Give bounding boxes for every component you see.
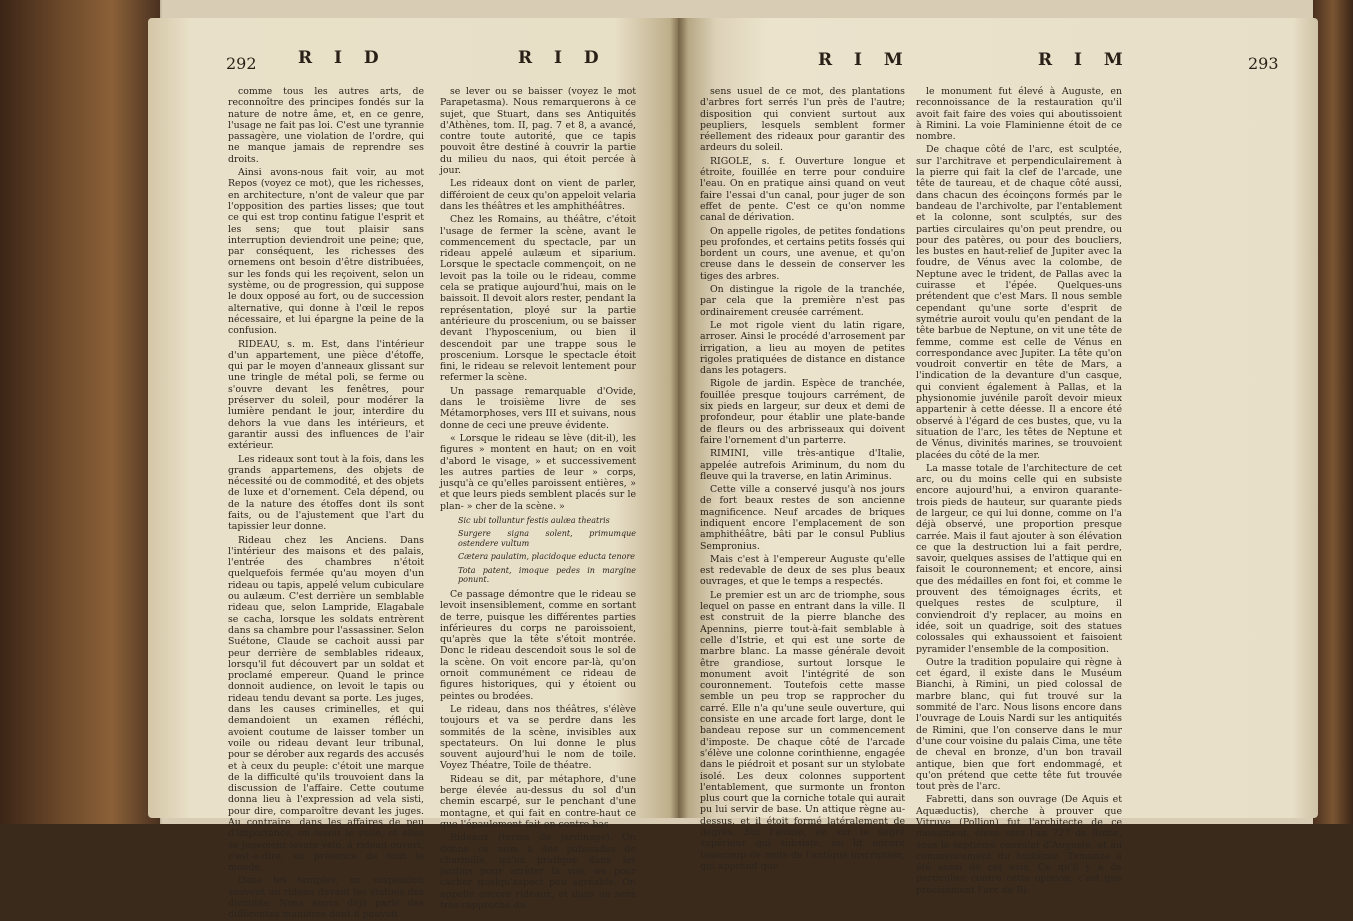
- left-page-column-1: [228, 86, 424, 921]
- latin-verse: Surgere signa solent, primumque ostendere vultum: [458, 529, 636, 548]
- latin-verse: Sic ubi tolluntur festis aulæa theatris: [458, 515, 610, 525]
- paragraph: Le mot rigole vient du latin rigare, arroser. Ainsi le procédé d'arrosement par irrigation, a lieu au moyen de petites rigoles pratiquées de distance en distance dans les potagers.: [700, 319, 905, 377]
- paragraph: De chaque côté de l'arc, est sculptée, sur l'architrave et perpendiculairement à la pierre qui fait la clef de l'arcade, une tête de taureau, et de chaque côté aussi, dans chacun des écoinçons formés par le bandeau de l'archivolte, par l'entablement et la colonne, sont sculptés, sur des parties circulaires qu'on peut prendre, ou pour des patères, ou pour des boucliers, les bustes en haut-relief de Jupiter avec la foudre, de Vénus avec la colombe, de Neptune avec le trident, de Pallas avec la cuirasse et l'épée. Quelques-uns prétendent que c'est Mars. Il nous semble cependant qu'une sorte d'esprit de symétrie auroit voulu qu'en pendant de la tête barbue de Neptune, on vit une tête de femme, comme est celle de Vénus en correspondance avec Jupiter. La tête qu'on voudroit convertir en tête de Mars, a l'indication de la devanture d'un casque, qui convient également à Pallas, et la physionomie juvénile paroît devoir mieux appartenir à cette déesse. Il a encore été observé à l'égard de ces bustes, que, vu la situation de l'arc, les têtes de Neptune et de Vénus, divinités marines, se trouvoient placées du côté de la mer.: [916, 144, 1122, 461]
- left-page: [148, 18, 678, 921]
- paragraph: Rideaux (terme de jardinage). On donne ce nom à des palissades de charmille, qu'on pratique dans les jardins pour arrêter la vue, ou pour cacher quelqu'aspect peu agréable. On appelle encore rideaux, et dans un sens très-rapproché du: [440, 832, 636, 911]
- paragraph: Outre la tradition populaire qui règne à cet égard, il existe dans le Muséum Bianchi, à Rimini, un pied colossal de marbre blanc, qui fut trouvé sur la sommité de l'arc. Nous lisons encore dans l'ouvrage de Louis Nardi sur les antiquités de Rimini, que l'on conserve dans le mur d'une cour voisine du palais Cima, une tête de cheval en bronze, d'un bon travail antique, bien que fort endommagé, et qu'on prétend que cette tête fut trouvée tout près de l'arc.: [916, 656, 1122, 793]
- paragraph: Les rideaux dont on vient de parler, différoient de ceux qu'on appeloit velaria dans les théâtres et les amphithéâtres.: [440, 178, 636, 212]
- paragraph: Le rideau, dans nos théâtres, s'élève toujours et va se perdre dans les sommités de la scène, invisibles aux spectateurs. On lui donne le plus souvent aujourd'hui le nom de toile. Voyez Théatre, Toile de théatre.: [440, 703, 636, 772]
- paragraph: Ainsi avons-nous fait voir, au mot Repos (voyez ce mot), que les richesses, en architecture, n'ont de valeur que par l'opposition des parties lisses; que tout ce qui est trop continu fatigue l'esprit et les sens; que tout plaisir sans interruption deviendroit une peine; que, par conséquent, les richesses des ornemens ont besoin d'être distribuées, sur les fonds qui les reçoivent, selon un système, ou de progression, qui suppose le doux opposé au fort, ou de succession alternative, qui donne à l'œil le repos nécessaire, et lui épargne la peine de la confusion.: [228, 167, 424, 337]
- latin-verse: Cætera paulatim, placidoque educta tenore: [458, 552, 636, 562]
- right-page-column-2: [916, 86, 1122, 896]
- paragraph: Mais c'est à l'empereur Auguste qu'elle est redevable de deux de ses plus beaux ouvrages, et que le temps a respectés.: [700, 553, 905, 588]
- paragraph: Le premier est un arc de triomphe, sous lequel on passe en entrant dans la ville. Il est construit de la pierre blanche des Apennins, pierre tout-à-fait semblable à celle d'Istrie, et qui est une sorte de marbre blanc. La masse générale devoit être grandiose, surtout lorsque le monument avoit l'intégrité de son couronnement. Toutefois cette masse semble un peu trop se rapprocher du carré. Elle n'a qu'une seule ouverture, qui consiste en une arcade fort large, dont le bandeau repose sur un commencement d'imposte. De chaque côté de l'arcade s'élève une colonne corinthienne, engagée dans le piédroit et posant sur un stylobate isolé. Les deux colonnes supportent l'entablement, que surmonte un fronton plus court que la corniche totale qui aurait pu lui servir de base. Un attique règne au-dessus, et il étoit formé latéralement de degrés. Sur l'assise, en sur le degré supérieur qui subsiste, on lit encore beaucoup de mots de l'antique inscription, qui apprend que: [700, 589, 905, 872]
- paragraph: Rideau se dit, par métaphore, d'une berge élevée au-dessus du sol d'un chemin escarpé, sur le penchant d'une montagne, et qui fait en contre-haut ce que l'épaulement fait en contre-bas.: [440, 773, 636, 830]
- paragraph: RIDEAU, s. m. Est, dans l'intérieur d'un appartement, une pièce d'étoffe, qui par le moyen d'anneaux glissant sur une tringle de métal poli, se ferme ou s'ouvre devant les fenêtres, pour préserver du soleil, pour modérer la lumière pendant le jour, interdire du dehors la vue dans les intérieurs, et garantir aussi des influences de l'air extérieur.: [228, 338, 424, 452]
- paragraph: Dans les temples, on suspendoit souvent un rideau devant les statues des divinités. Nous avons déjà parlé des différentes manières dont il pouvoit: [228, 875, 424, 921]
- paragraph: comme tous les autres arts, de reconnoître des principes fondés sur la nature de notre âme, et, en ce genre, l'usage ne fait pas loi. C'est une tyrannie passagère, une violation de l'ordre, qui ne manque jamais de reprendre ses droits.: [228, 86, 424, 165]
- paragraph: sens usuel de ce mot, des plantations d'arbres fort serrés l'un près de l'autre; disposition qui convient surtout aux peupliers, lesquels semblent former réellement des rideaux pour garantir des ardeurs du soleil.: [700, 86, 905, 154]
- paragraph: Les rideaux sont tout à la fois, dans les grands appartemens, des objets de nécessité ou de commodité, et des objets de luxe et d'ornement. Cela dépend, ou de la nature des étoffes dont ils sont faits, ou de l'ajustement que l'art du tapissier leur donne.: [228, 453, 424, 533]
- right-page-column-1: [700, 86, 905, 872]
- book-cover-left: [0, 0, 160, 824]
- right-page: [678, 18, 1318, 896]
- book-gutter: [670, 18, 688, 818]
- right-running-head-1: R I M: [818, 50, 911, 70]
- latin-verse: Tota patent, imoque pedes in margine ponunt.: [458, 565, 636, 585]
- right-page-number: 293: [1248, 54, 1279, 73]
- book-cover-right: [1313, 0, 1353, 824]
- paragraph: se lever ou se baisser (voyez le mot Parapetasma). Nous remarquerons à ce sujet, que Stuart, dans ses Antiquités d'Athènes, tom. II, pag. 7 et 8, a avancé, contre toute autorité, que ce tapis pouvoit être destiné à couvrir la partie du milieu du naos, qui étoit percée à jour.: [440, 86, 636, 177]
- left-page-number: 292: [226, 54, 257, 73]
- left-running-head-2: R I D: [518, 48, 607, 68]
- paragraph: RIGOLE, s. f. Ouverture longue et étroite, fouillée en terre pour conduire l'eau. On en pratique ainsi quand on veut faire l'essai d'un canal, pour juger de son effet de pente. C'est ce qu'on nomme canal de dérivation.: [700, 155, 905, 224]
- paragraph: Chez les Romains, au théâtre, c'étoit l'usage de fermer la scène, avant le commencement du spectacle, par un rideau appelé aulæum et siparium. Lorsque le spectacle commençoit, on ne levoit pas la toile ou le rideau, comme cela se pratique aujourd'hui, mais on le baissoit. Il devoit alors rester, pendant la représentation, ployé sur la partie antérieure du proscenium, ou se baisser devant l'hyposcenium, ou bien il descendoit par une trappe sous le proscenium. Lorsque le spectacle étoit fini, le rideau se relevoit lentement pour refermer la scène.: [440, 214, 636, 384]
- paragraph: RIMINI, ville très-antique d'Italie, appelée autrefois Ariminum, du nom du fleuve qui la traverse, en latin Ariminus.: [700, 448, 905, 482]
- right-running-head-2: R I M: [1038, 50, 1131, 70]
- paragraph: « Lorsque le rideau se lève (dit-il), les figures » montent en haut; on en voit d'abord le visage, » et successivement les autres parties de leur » corps, jusqu'à ce qu'elles paroissent entières, » et que leurs pieds semblent placés sur le plan- » cher de la scène. »: [440, 432, 636, 512]
- paragraph: le monument fut élevé à Auguste, en reconnoissance de la restauration qu'il avoit fait faire des voies qui aboutissoient à Rimini. La voie Flaminienne étoit de ce nombre.: [916, 86, 1122, 143]
- paragraph: Fabretti, dans son ouvrage (De Aquis et Aquæductis), cherche à prouver que Vitruve (Pollion) fut l'architecte de ce monument, élevé vers l'an 727 de Rome, sous le septième consulat d'Auguste, et au commencement du huitième. Temanza a été aussi de cet avis. Ce qu'il y a de particulier contre cette opinion, c'est que précisément l'arc de Ri-: [916, 794, 1122, 896]
- left-running-head-1: R I D: [298, 48, 387, 68]
- left-page-column-2: [440, 86, 636, 911]
- paragraph: Rigole de jardin. Espèce de tranchée, fouillée presque toujours carrément, de six pieds en largeur, sur deux et demi de profondeur, pour établir une plate-bande de fleurs ou des arbrisseaux qui doivent faire l'ornement d'un parterre.: [700, 378, 905, 446]
- paragraph: La masse totale de l'architecture de cet arc, ou du moins celle qui en subsiste encore aujourd'hui, a environ quarante-trois pieds de hauteur, sur quarante pieds de largeur, ce qui lui donne, comme on l'a déjà observé, une proportion presque carrée. Mais il faut ajouter à son élévation ce que la destruction lui a fait perdre, savoir, quelques assises de l'attique qui en faisoit le couronnement; et encore, ainsi que des médailles en font foi, et comme le prouvent des témoignages écrits, et quelques restes de sculpture, il conviendroit d'y replacer, au moins en idée, soit un quadrige, soit des statues colossales qui exhaussoient et faisoient pyramider l'ensemble de la composition.: [916, 462, 1122, 655]
- paragraph: On distingue la rigole de la tranchée, par cela que la première n'est pas ordinairement creusée carrément.: [700, 284, 905, 318]
- paragraph: Ce passage démontre que le rideau se levoit insensiblement, comme en sortant de terre, puisque les différentes parties inférieures du corps ne paroissoient, qu'après que la tête s'étoit montrée. Donc le rideau descendoit sous le sol de la scène. On voit encore par-là, qu'on ornoit communément ce rideau de figures historiques, qui y étoient ou peintes ou brodées.: [440, 588, 636, 702]
- paragraph: Un passage remarquable d'Ovide, dans le troisième livre de ses Métamorphoses, vers III et suivans, nous donne de ceci une preuve évidente.: [440, 385, 636, 431]
- paragraph: Cette ville a conservé jusqu'à nos jours de fort beaux restes de son ancienne magnificence. Neuf arcades de briques indiquent encore l'emplacement de son amphithéâtre, bâti par le consul Publius Sempronius.: [700, 484, 905, 552]
- paragraph: On appelle rigoles, de petites fondations peu profondes, et certains petits fossés qui bordent un cours, une avenue, et qu'on creuse dans le dessein de conserver les tiges des arbres.: [700, 225, 905, 282]
- paragraph: Rideau chez les Anciens. Dans l'intérieur des maisons et des palais, l'entrée des chambres n'étoit quelquefois fermée qu'au moyen d'un rideau ou tapis, appelé velum cubiculare ou aulæum. C'est derrière un semblable rideau que, selon Lampride, Elagabale se cacha, lorsque les soldats entrèrent dans sa chambre pour l'assassiner. Selon Suétone, Claude se cachoit aussi par peur derrière de semblables rideaux, lorsqu'il fut découvert par un soldat et proclamé empereur. Quand le prince donnoit audience, on levoit le tapis ou rideau tendu devant sa porte. Les juges, dans les causes criminelles, et qui demandoient un examen réfléchi, avoient coutume de laisser tomber un voile ou rideau devant leur tribunal, pour se dérober aux regards des accusés et à ceux du peuple: c'étoit une marque de la difficulté qu'ils trouvoient dans la discussion de l'affaire. Cette coutume donna lieu à l'expression ad vela sisti, pour dire, comparoître devant les juges. Au contraire, dans les affaires de peu d'importance, on levoit le voile, et elles se jugeoient levato velo, à rideau ouvert, c'est-à-dire, en présence de tout le monde.: [228, 534, 424, 874]
